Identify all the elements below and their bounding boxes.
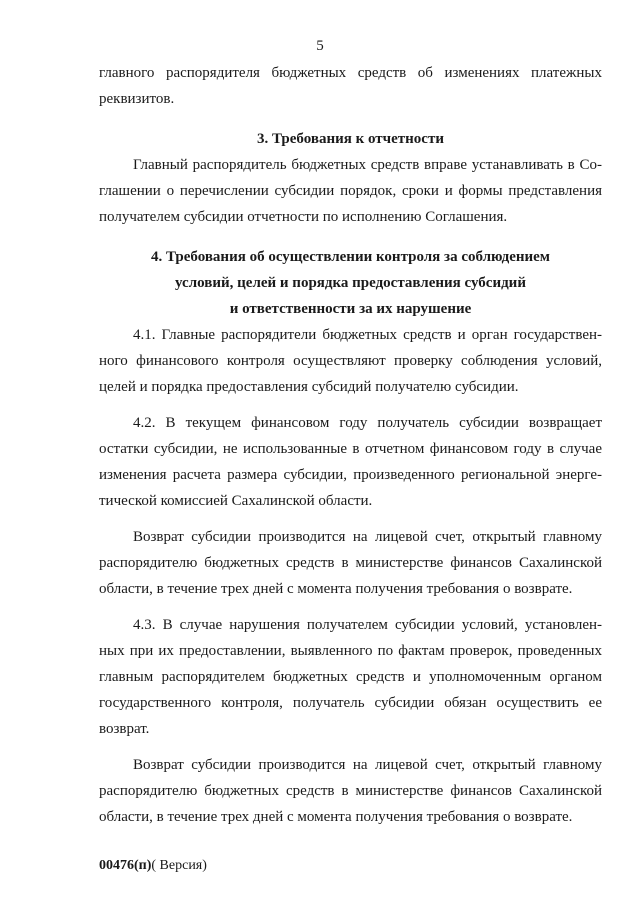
text-line: ного финансового контроля осуществляют проверку соблюдения условий, [99, 353, 602, 369]
document-version: ( Версия) [151, 858, 207, 873]
intro-paragraph [99, 60, 602, 112]
text-line: Главный распорядитель бюджетных средств вправе устанавливать в Со- [133, 157, 602, 173]
heading-line: 4. Требования об осуществлении контроля за соблюдением [150, 249, 551, 265]
text-line: ных при их предоставлении, выявленного по фактам проверок, проведенных [99, 643, 602, 659]
heading-line: и ответственности за их нарушение [229, 301, 472, 317]
text-line: глашении о перечислении субсидии порядок, сроки и формы представления [99, 183, 602, 199]
text-line: 4.2. В текущем финансовом году получатель субсидии возвращает [133, 415, 602, 431]
text-line: возврат. [99, 721, 150, 737]
paragraph-4-2 [99, 410, 602, 514]
paragraph-4-3-return [99, 752, 602, 830]
text-line: государственного контроля, получатель субсидии обязан осуществить ее [99, 695, 602, 711]
text-line: Возврат субсидии производится на лицевой счет, открытый главному [133, 757, 602, 773]
text-line: главным распорядителем бюджетных средств и уполномоченным органом [99, 669, 602, 685]
text-line: 4.1. Главные распорядители бюджетных средств и орган государствен- [133, 327, 602, 343]
text-line: распорядителю бюджетных средств в министерстве финансов Сахалинской [99, 783, 602, 799]
document-code: 00476(п) [99, 858, 152, 873]
text-line: изменения расчета размера субсидии, произведенного региональной энерге- [99, 467, 602, 483]
heading-line: условий, целей и порядка предоставления субсидий [175, 275, 526, 291]
document-footer [99, 858, 207, 874]
text-line: 4.3. В случае нарушения получателем субсидии условий, установлен- [133, 617, 602, 633]
section-3-paragraph [99, 152, 602, 230]
section-4-heading [99, 244, 602, 322]
text-line: получателем субсидии отчетности по исполнению Соглашения. [99, 209, 508, 225]
text-line: тической комиссией Сахалинской области. [99, 493, 373, 509]
paragraph-4-3 [99, 612, 602, 742]
text-line: реквизитов. [99, 91, 175, 107]
text-line: области, в течение трех дней с момента получения требования о возврате. [99, 809, 573, 825]
text-line: распорядителю бюджетных средств в министерстве финансов Сахалинской [99, 555, 602, 571]
paragraph-4-1 [99, 322, 602, 400]
text-line: главного распорядителя бюджетных средств об изменениях платежных [99, 65, 602, 81]
page-number: 5 [316, 38, 324, 54]
section-3-heading: 3. Требования к отчетности [257, 131, 444, 147]
text-line: остатки субсидии, не использованные в отчетном финансовом году в случае [99, 441, 602, 457]
document-body [99, 60, 602, 830]
text-line: целей и порядка предоставления субсидий получателю субсидии. [99, 379, 519, 395]
text-line: области, в течение трех дней с момента получения требования о возврате. [99, 581, 573, 597]
paragraph-4-2-return [99, 524, 602, 602]
text-line: Возврат субсидии производится на лицевой счет, открытый главному [133, 529, 602, 545]
